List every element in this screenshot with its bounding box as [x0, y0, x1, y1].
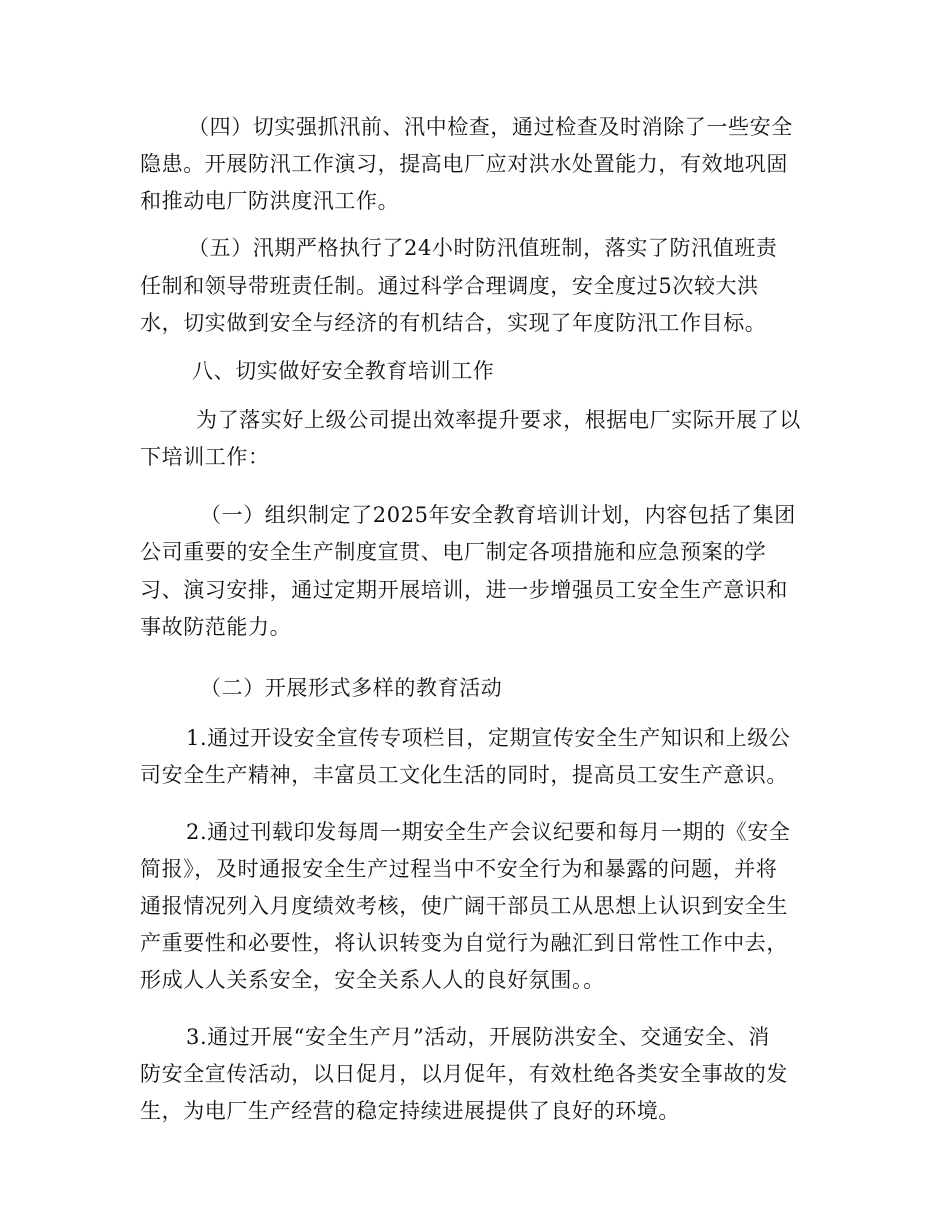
sub-2-line-2: 简报》，及时通报安全生产过程当中不安全行为和暴露的问题，并将	[140, 857, 778, 881]
paragraph-4-line-2: 隐患。开展防汛工作演习，提高电厂应对洪水处置能力，有效地巩固	[140, 152, 788, 176]
sub-3-line-3: 生，为电厂生产经营的稳定持续进展提供了良好的环境。	[140, 1099, 680, 1123]
intro-line-1: 为了落实好上级公司提出效率提升要求，根据电厂实际开展了以	[196, 408, 801, 432]
paragraph-5-line-1: （五）汛期严格执行了24小时防汛值班制，落实了防汛值班责	[188, 236, 778, 260]
sub-1-line-2: 司安全生产精神，丰富员工文化生活的同时，提高员工安生产意识。	[140, 763, 788, 787]
paragraph-4-line-1: （四）切实强抓汛前、汛中检查，通过检查及时消除了一些安全	[188, 115, 793, 139]
sub-2-line-4: 产重要性和必要性，将认识转变为自觉行为融汇到日常性工作中去，	[140, 931, 788, 955]
sub-2-line-3: 通报情况列入月度绩效考核，使广阔干部员工从思想上认识到安全生	[140, 894, 788, 918]
sub-1-line-1: 1.通过开设安全宣传专项栏目，定期宣传安全生产知识和上级公	[186, 726, 791, 750]
item-1-line-1: （一）组织制定了2025年安全教育培训计划，内容包括了集团	[200, 503, 796, 527]
sub-3-line-2: 防安全宣传活动，以日促月，以月促年，有效杜绝各类安全事故的发	[140, 1062, 788, 1086]
item-1-line-2: 公司重要的安全生产制度宣贯、电厂制定各项措施和应急预案的学	[140, 540, 767, 564]
item-2-heading: （二）开展形式多样的教育活动	[200, 676, 503, 700]
sub-2-line-1: 2.通过刊载印发每周一期安全生产会议纪要和每月一期的《安全	[186, 820, 791, 844]
paragraph-4-line-3: 和推动电厂防洪度汛工作。	[140, 189, 400, 213]
sub-3-line-1: 3.通过开展“安全生产月”活动，开展防洪安全、交通安全、消	[186, 1025, 770, 1049]
item-1-line-3: 习、演习安排，通过定期开展培训，进一步增强员工安全生产意识和	[140, 578, 788, 602]
section-heading-8: 八、切实做好安全教育培训工作	[192, 359, 495, 383]
intro-line-2: 下培训工作：	[140, 445, 270, 469]
paragraph-5-line-3: 水，切实做到安全与经济的有机结合，实现了年度防汛工作目标。	[140, 311, 767, 335]
paragraph-5-line-2: 任制和领导带班责任制。通过科学合理调度，安全度过5次较大洪	[140, 274, 759, 298]
sub-2-line-5: 形成人人关系安全，安全关系人人的良好氛围。。	[140, 968, 605, 992]
item-1-line-4: 事故防范能力。	[140, 615, 292, 639]
